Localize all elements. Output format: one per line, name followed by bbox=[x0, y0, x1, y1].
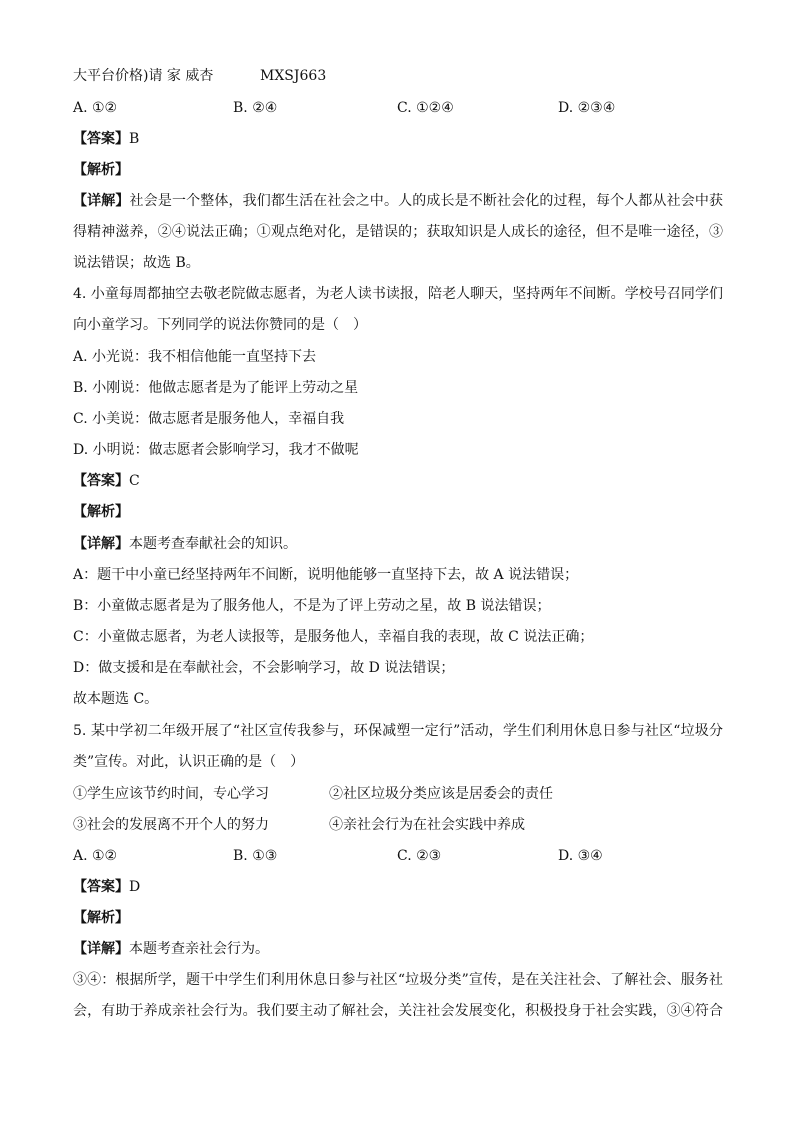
top-fragment bbox=[73, 66, 723, 86]
q5-option-a: A. ①② bbox=[73, 848, 118, 864]
q5-detail-first: 【详解】本题考查亲社会行为。 bbox=[73, 941, 269, 957]
q5-option-b: B. ①③ bbox=[233, 848, 278, 864]
q4-option-a: A. 小光说：我不相信他能一直坚持下去 bbox=[73, 349, 317, 365]
q4-option-d: D. 小明说：做志愿者会影响学习，我才不做呢 bbox=[73, 442, 359, 458]
q4-answer-tag: 【答案】 bbox=[73, 473, 129, 489]
q4-stem-line-2: 向小童学习。下列同学的说法你赞同的是（ ） bbox=[73, 317, 367, 333]
q3-option-a: A. ①② bbox=[73, 100, 118, 116]
q3-answer bbox=[73, 129, 723, 149]
q5-option-d: D. ③④ bbox=[558, 848, 603, 864]
q3-detail-line-2: 得精神滋养，②④说法正确；①观点绝对化，是错误的；获取知识是人成长的途径，但不是唯一途径，③ bbox=[73, 224, 723, 240]
q3-detail-line-3: 说法错误；故选 B。 bbox=[73, 255, 200, 271]
q3-answer-tag: 【答案】 bbox=[73, 131, 129, 147]
q4-detail-tag: 【详解】 bbox=[73, 536, 129, 552]
q5-statement-2: ②社区垃圾分类应该是居委会的责任 bbox=[329, 786, 553, 802]
q5-statement-4: ④亲社会行为在社会实践中养成 bbox=[329, 817, 525, 833]
top-text: 大平台价格)请 家 威杏 bbox=[73, 68, 214, 84]
q5-detail-tag: 【详解】 bbox=[73, 941, 129, 957]
q5-stem-line-2: 类”宣传。对此，认识正确的是（ ） bbox=[73, 754, 305, 770]
top-code: MXSJ663 bbox=[260, 68, 327, 84]
q3-detail-line-1: 【详解】社会是一个整体，我们都生活在社会之中。人的成长是不断社会化的过程，每个人都从社会中获 bbox=[73, 193, 724, 209]
q4-detail-line-4: D：做支援和是在奉献社会，不会影响学习，故 D 说法错误； bbox=[73, 660, 455, 676]
q5-statement-3: ③社会的发展离不开个人的努力 bbox=[73, 817, 269, 833]
q3-analysis-tag: 【解析】 bbox=[73, 162, 129, 178]
q5-stem-line-1: 5. 某中学初二年级开展了“社区宣传我参与，环保减塑一定行”活动，学生们利用休息日参与社区“垃圾分 bbox=[73, 723, 723, 739]
q5-answer-tag: 【答案】 bbox=[73, 879, 129, 895]
q4-detail-line-2: B：小童做志愿者是为了服务他人，不是为了评上劳动之星，故 B 说法错误； bbox=[73, 598, 551, 614]
q3-detail-tag: 【详解】 bbox=[73, 193, 130, 209]
q4-detail-line-3: C：小童做志愿者，为老人读报等，是服务他人，幸福自我的表现，故 C 说法正确； bbox=[73, 629, 594, 645]
q5-detail-line-1: ③④：根据所学，题干中学生们利用休息日参与社区“垃圾分类”宣传，是在关注社会、了解社会、服务社 bbox=[73, 972, 723, 988]
q4-detail-first: 【详解】本题考查奉献社会的知识。 bbox=[73, 536, 297, 552]
q4-option-b: B. 小刚说：他做志愿者是为了能评上劳动之星 bbox=[73, 380, 359, 396]
q4-stem-line-1: 4. 小童每周都抽空去敬老院做志愿者，为老人读书读报，陪老人聊天，坚持两年不间断。学校号召同学们 bbox=[73, 286, 723, 302]
q4-answer-value: C bbox=[129, 473, 140, 489]
q3-option-b: B. ②④ bbox=[233, 100, 278, 116]
q5-answer-value: D bbox=[129, 879, 141, 895]
q5-analysis-tag: 【解析】 bbox=[73, 910, 129, 926]
q3-answer-value: B bbox=[129, 131, 140, 147]
q4-detail-line-1: A：题干中小童已经坚持两年不间断，说明他能够一直坚持下去，故 A 说法错误； bbox=[73, 567, 579, 583]
q4-option-c: C. 小美说：做志愿者是服务他人，幸福自我 bbox=[73, 411, 345, 427]
q4-detail-line-5: 故本题选 C。 bbox=[73, 691, 159, 707]
q3-option-c: C. ①②④ bbox=[397, 100, 454, 116]
q5-option-c: C. ②③ bbox=[397, 848, 442, 864]
q5-statement-1: ①学生应该节约时间，专心学习 bbox=[73, 786, 269, 802]
q4-answer bbox=[73, 471, 723, 491]
q3-option-d: D. ②③④ bbox=[558, 100, 616, 116]
q4-analysis-tag: 【解析】 bbox=[73, 504, 129, 520]
q5-answer bbox=[73, 877, 723, 897]
q5-detail-line-2: 会，有助于养成亲社会行为。我们要主动了解社会，关注社会发展变化，积极投身于社会实践，③④符合 bbox=[73, 1003, 723, 1019]
